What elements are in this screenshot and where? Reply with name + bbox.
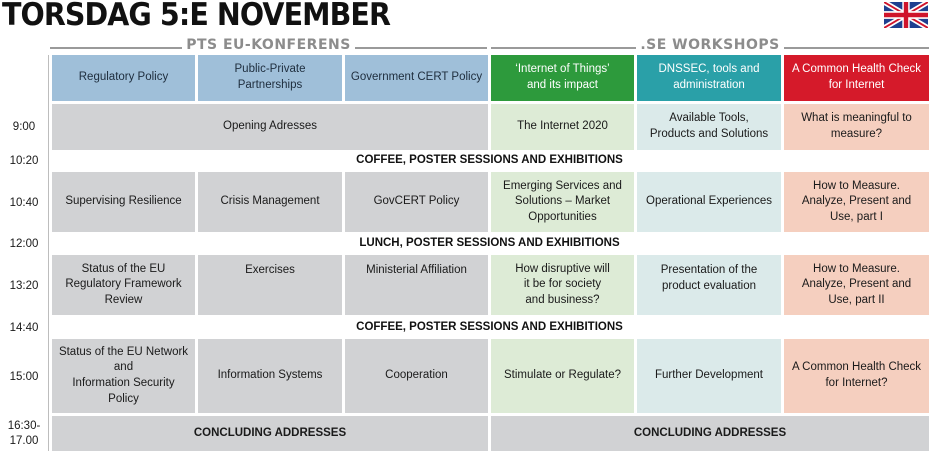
time-label: 16:30- 17.00 — [7, 420, 41, 447]
session-eu-regulatory-framework: Status of the EU Regulatory Framework Review — [52, 255, 195, 315]
uk-flag-icon[interactable] — [884, 2, 928, 28]
session-meaningful-measure: What is meaningful to measure? — [784, 104, 929, 150]
track-header-public-private: Public-Private Partnerships — [198, 55, 342, 101]
time-label: 9:00 — [12, 121, 36, 133]
session-information-systems: Information Systems — [198, 339, 342, 413]
section-pts-eu-konferens — [50, 36, 487, 54]
break-lunch: LUNCH, POSTER SESSIONS AND EXHIBITIONS — [359, 237, 620, 249]
session-common-health-check: A Common Health Check for Internet? — [784, 339, 929, 413]
time-column-divider — [48, 55, 49, 451]
session-concluding-right: CONCLUDING ADDRESSES — [491, 416, 929, 451]
section-label-right: .SE WORKSHOPS — [640, 37, 780, 53]
track-header-gov-cert: Government CERT Policy — [345, 55, 488, 101]
time-label: 10:20 — [9, 155, 39, 167]
page-title: TORSDAG 5:E NOVEMBER — [2, 0, 391, 33]
session-internet-2020: The Internet 2020 — [491, 104, 634, 150]
section-label-left: PTS EU-KONFERENS — [186, 37, 351, 53]
session-concluding-left: CONCLUDING ADDRESSES — [52, 416, 488, 451]
track-header-dnssec: DNSSEC, tools and administration — [637, 55, 781, 101]
track-header-health-check: A Common Health Check for Internet — [784, 55, 929, 101]
session-product-evaluation: Presentation of the product evaluation — [637, 255, 781, 315]
session-stimulate-or-regulate: Stimulate or Regulate? — [491, 339, 634, 413]
session-operational-experiences: Operational Experiences — [637, 172, 781, 232]
break-coffee-1: COFFEE, POSTER SESSIONS AND EXHIBITIONS — [356, 154, 623, 166]
session-exercises: Exercises — [198, 255, 342, 315]
time-label: 14:40 — [9, 322, 39, 334]
time-label: 12:00 — [9, 238, 39, 250]
session-ministerial-affiliation: Ministerial Affiliation — [345, 255, 488, 315]
time-label: 10:40 — [9, 197, 39, 209]
session-govcert-policy: GovCERT Policy — [345, 172, 488, 232]
session-how-to-measure-1: How to Measure. Analyze, Present and Use, part I — [784, 172, 929, 232]
session-eu-network-security-policy: Status of the EU Network and Information Security Policy — [52, 339, 195, 413]
track-header-regulatory-policy: Regulatory Policy — [52, 55, 195, 101]
session-how-disruptive: How disruptive will it be for society and business? — [491, 255, 634, 315]
session-further-development: Further Development — [637, 339, 781, 413]
time-label: 15:00 — [9, 371, 39, 383]
session-emerging-services: Emerging Services and Solutions – Market Opportunities — [491, 172, 634, 232]
session-crisis-management: Crisis Management — [198, 172, 342, 232]
break-coffee-2: COFFEE, POSTER SESSIONS AND EXHIBITIONS — [356, 321, 623, 333]
session-available-tools: Available Tools, Products and Solutions — [637, 104, 781, 150]
session-cooperation: Cooperation — [345, 339, 488, 413]
time-label: 13:20 — [9, 280, 39, 292]
session-opening-addresses: Opening Adresses — [52, 104, 488, 150]
session-supervising-resilience: Supervising Resilience — [52, 172, 195, 232]
section-se-workshops — [491, 36, 929, 54]
session-how-to-measure-2: How to Measure. Analyze, Present and Use, part II — [784, 255, 929, 315]
track-header-iot: ‘Internet of Things’ and its impact — [491, 55, 634, 101]
